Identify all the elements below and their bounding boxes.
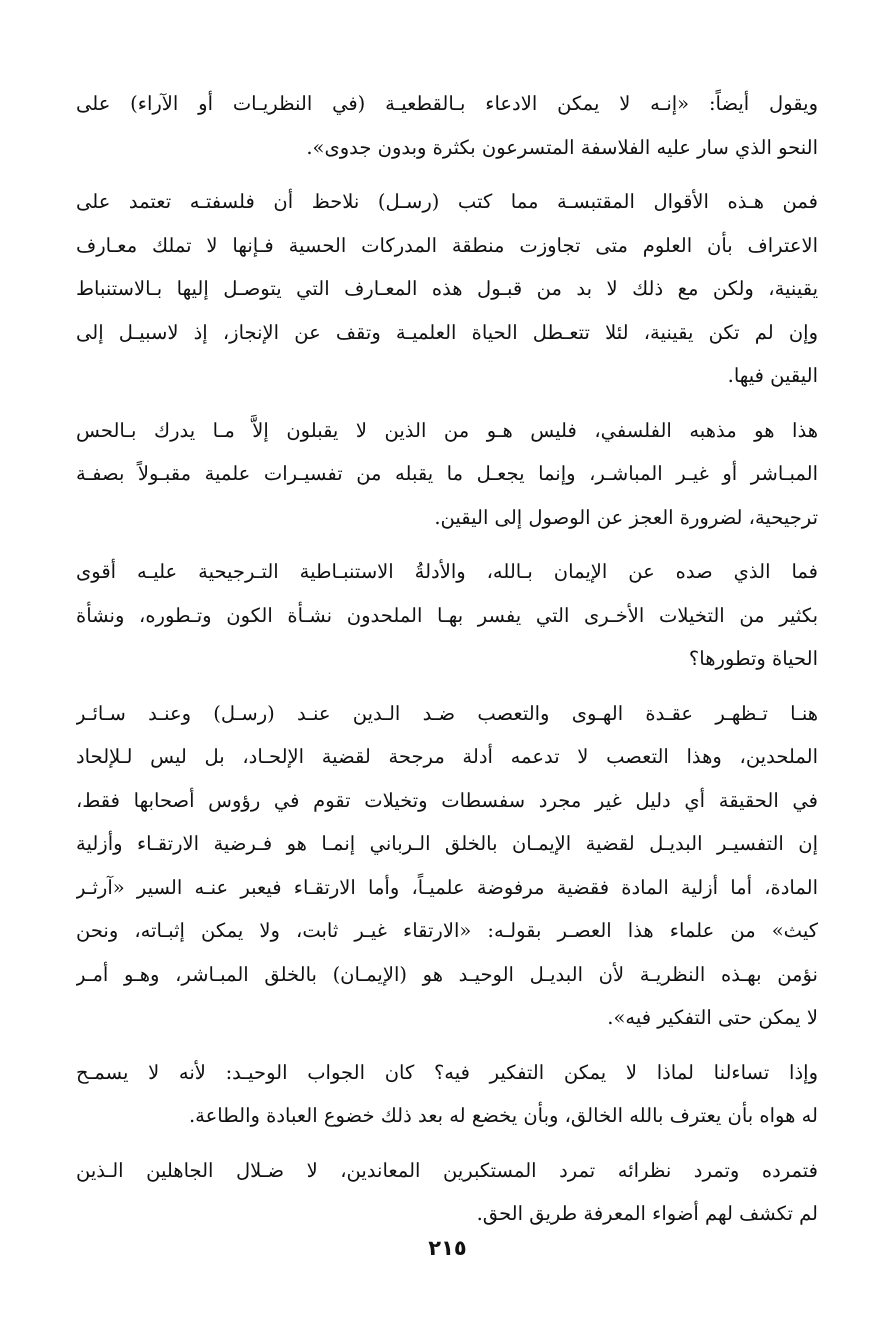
text-line: وإذا تساءلنا لماذا لا يمكن التفكير فيه؟ كان الجواب الوحيـد: لأنه لا يسمـح <box>76 1060 818 1084</box>
text-line: ترجيحية، لضرورة العجز عن الوصول إلى اليقين. <box>434 505 818 529</box>
paragraph <box>76 180 818 398</box>
text-line: المبـاشر أو غيـر المباشـر، وإنما يجعـل ما يقبله من تفسيـرات علمية مقبـولاً بصفـة <box>76 462 818 485</box>
text-line: يقينية، ولكن مع ذلك لا بد من قبـول هذه المعـارف التي يتوصـل إليها بـالاستنباط <box>76 277 818 300</box>
paragraph <box>76 1051 818 1138</box>
text-line: فتمرده وتمرد نظرائه تمرد المستكبرين المعاندين، لا ضـلال الجاهلين الـذين <box>76 1158 818 1182</box>
text-line: لا يمكن حتى التفكير فيه». <box>607 1006 818 1029</box>
text-line: هذا هو مذهبه الفلسفي، فليس هـو من الذين لا يقبلون إلاَّ مـا يدرك بـالحس <box>76 418 818 442</box>
text-line: له هواه بأن يعترف بالله الخالق، وبأن يخضع له بعد ذلك خضوع العبادة والطاعة. <box>188 1104 818 1127</box>
text-line: فمن هـذه الأقوال المقتبسـة مما كتب (رسـل) نلاحظ أن فلسفتـه تعتمد على <box>76 190 818 213</box>
text-line: في الحقيقة أي دليل غير مجرد سفسطات وتخيلات تقوم في رؤوس أصحابها فقط، <box>76 788 818 812</box>
paragraph <box>76 82 818 169</box>
paragraph <box>76 550 818 681</box>
text-line: نؤمن بهـذه النظريـة لأن البديـل الوحيـد هو (الإيمـان) بالخلق المبـاشر، وهـو أمـر <box>76 962 818 986</box>
text-line: كيث» من علماء هذا العصـر بقولـه: «الارتقاء غيـر ثابت، ولا يمكن إثبـاته، ونحن <box>76 919 818 942</box>
text-line: لم تكشف لهم أضواء المعرفة طريق الحق. <box>476 1202 818 1225</box>
text-line: هنـا تـظهـر عقـدة الهـوى والتعصب ضـد الـدين عنـد (رسـل) وعنـد سـائـر <box>76 701 818 725</box>
text-line: المادة، أما أزلية المادة فقضية مرفوضة علميـاً، وأما الارتقـاء فيعبر عنـه السير «آرثـر <box>76 875 818 899</box>
text-line: الاعتراف بأن العلوم متى تجاوزت منطقة المدركات الحسية فـإنها لا تملك معـارف <box>76 233 818 257</box>
body-text <box>76 82 818 1247</box>
paragraph <box>76 1149 818 1236</box>
text-line: الحياة وتطورها؟ <box>688 647 818 670</box>
text-line: بكثير من التخيلات الأخـرى التي يفسر بهـا الملحدون نشـأة الكون وتـطوره، ونشأة <box>76 603 818 627</box>
text-line: الملحدين، وهذا التعصب لا تدعمه أدلة مرجحة لقضية الإلحـاد، بل ليس لـلإلحاد <box>76 745 818 768</box>
paragraph <box>76 409 818 540</box>
text-line: النحو الذي سار عليه الفلاسفة المتسرعون بكثرة وبدون جدوى». <box>306 135 818 159</box>
text-line: وإن لم تكن يقينية، لئلا تتعـطل الحياة العلميـة وتقف عن الإنجاز، إذ لاسبيـل إلى <box>76 320 818 344</box>
page-number: ٢١٥ <box>428 1236 467 1260</box>
text-line: فما الذي صده عن الإيمان بـالله، والأدلةُ الاستنبـاطية التـرجيحية عليـه أقوى <box>76 560 818 583</box>
text-line: اليقين فيها. <box>727 364 818 387</box>
text-line: إن التفسيـر البديـل لقضية الإيمـان بالخلق الـرباني إنمـا هو فـرضية الارتقـاء وأزلية <box>76 832 818 855</box>
paragraph <box>76 692 818 1040</box>
text-line: ويقول أيضاً: «إنـه لا يمكن الادعاء بـالقطعيـة (في النظريـات أو الآراء) على <box>76 92 818 115</box>
